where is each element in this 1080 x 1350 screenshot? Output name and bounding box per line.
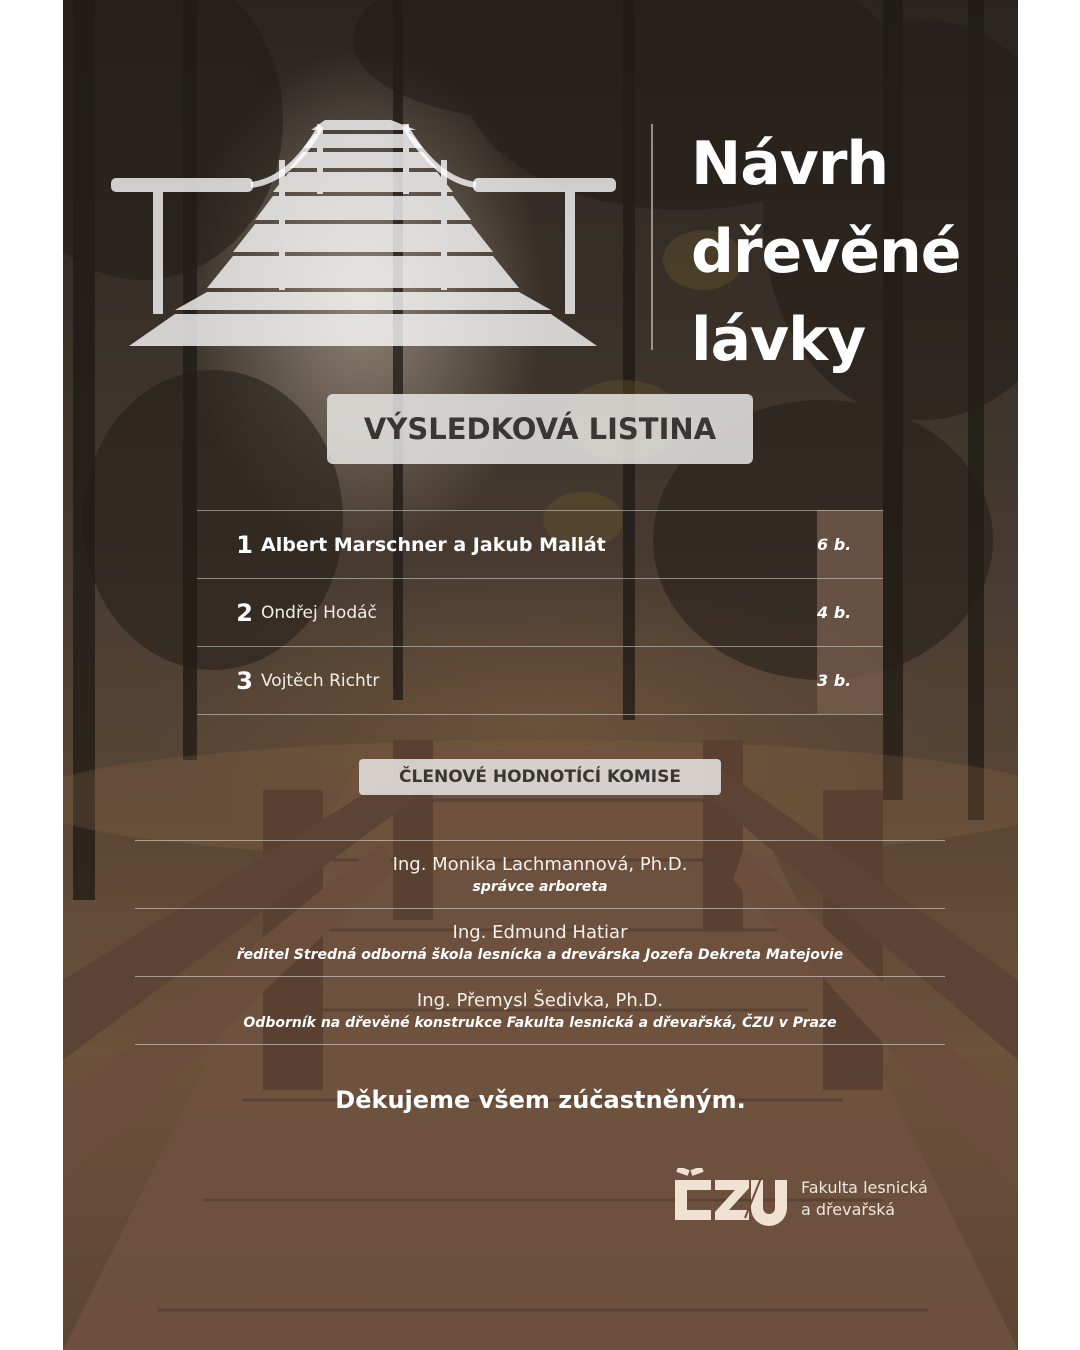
page-title	[691, 120, 1011, 384]
bridge-icon	[111, 120, 616, 355]
result-name: Albert Marschner a Jakub Mallát	[261, 533, 606, 556]
member-role: ředitel Stredná odborná škola lesnícka a drevárska Jozefa Dekreta Matejovie	[236, 946, 844, 963]
member-role: Odborník na dřevěné konstrukce Fakulta lesnická a dřevařská, ČZU v Praze	[243, 1014, 837, 1031]
faculty-line-2: a dřevařská	[801, 1200, 896, 1219]
title-divider	[651, 124, 653, 350]
result-rank: 3	[236, 666, 253, 695]
faculty-line-1: Fakulta lesnická	[801, 1178, 928, 1197]
member-name: Ing. Edmund Hatiar	[452, 921, 628, 943]
result-row	[197, 646, 883, 715]
committee-heading: ČLENOVÉ HODNOTÍCÍ KOMISE	[359, 759, 721, 795]
committee-list	[135, 840, 945, 1045]
committee-member	[135, 908, 945, 976]
member-name: Ing. Monika Lachmannová, Ph.D.	[392, 853, 688, 875]
result-rank: 2	[236, 598, 253, 627]
title-line-3: lávky	[691, 305, 866, 375]
results-table	[197, 510, 883, 715]
results-heading: VÝSLEDKOVÁ LISTINA	[327, 394, 753, 464]
result-name: Ondřej Hodáč	[261, 602, 377, 623]
result-rank: 1	[236, 530, 253, 559]
committee-member	[135, 840, 945, 908]
result-row	[197, 578, 883, 646]
poster	[63, 0, 1018, 1350]
committee-member	[135, 976, 945, 1045]
result-points: 6 b.	[817, 535, 852, 554]
title-line-2: dřevěné	[691, 217, 961, 287]
thanks-message: Děkujeme všem zúčastněným.	[335, 1086, 746, 1114]
title-line-1: Návrh	[691, 129, 889, 199]
result-points: 4 b.	[817, 603, 852, 622]
member-role: správce arboreta	[472, 878, 608, 895]
faculty-name	[801, 1177, 991, 1221]
result-points: 3 b.	[817, 671, 852, 690]
member-name: Ing. Přemysl Šedivka, Ph.D.	[416, 989, 664, 1011]
result-row	[197, 510, 883, 578]
czu-logo-icon	[671, 1168, 789, 1230]
result-name: Vojtěch Richtr	[261, 670, 380, 691]
